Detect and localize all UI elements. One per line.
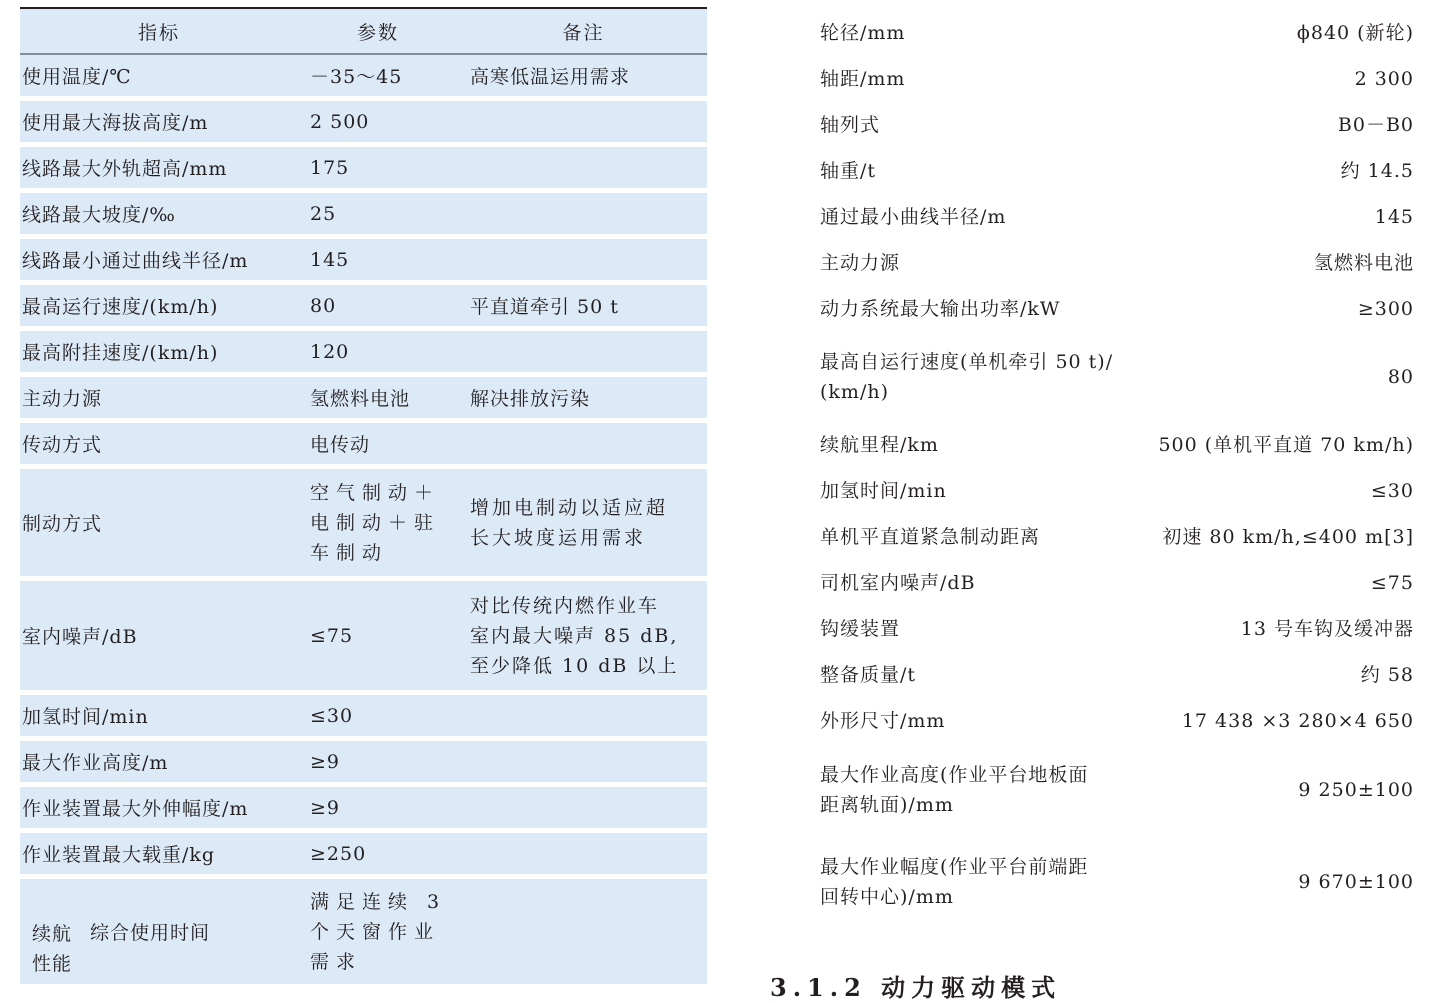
cell-param: 120 — [310, 340, 350, 363]
table-row — [820, 10, 1414, 56]
note-line: 至少降低 10 dB 以上 — [470, 654, 679, 677]
table-row — [20, 833, 707, 879]
table-row — [820, 652, 1414, 698]
row-key: 轴重/t — [820, 160, 877, 182]
key-line: 最大作业幅度(作业平台前端距 — [820, 856, 1089, 878]
cell-indicator: 最高附挂速度/(km/h) — [22, 342, 219, 364]
row-value: 145 — [1374, 206, 1414, 228]
cell-note — [470, 331, 707, 372]
note-line: 增加电制动以适应超 — [470, 496, 669, 519]
cell-indicator: 制动方式 — [22, 513, 103, 535]
cell-indicator: 室内噪声/dB — [22, 626, 138, 648]
cell-note — [470, 469, 707, 576]
cell-note — [470, 423, 707, 464]
table-row — [820, 744, 1414, 836]
row-value: ϕ840 (新轮) — [1296, 22, 1414, 44]
note-line: 室内最大噪声 85 dB, — [470, 624, 679, 647]
cell-indicator: 使用温度/℃ — [22, 66, 132, 88]
table-row — [20, 331, 707, 377]
table-row — [820, 102, 1414, 148]
row-value: 500 (单机平直道 70 km/h) — [1158, 434, 1414, 456]
note-line: 长大坡度运用需求 — [470, 526, 647, 549]
spec-table-left — [20, 7, 707, 989]
note-line: 对比传统内燃作业车 — [470, 594, 660, 617]
param-line: 个天窗作业 — [310, 920, 441, 943]
table-header-row — [20, 9, 707, 55]
cell-note — [470, 101, 707, 142]
row-key — [820, 852, 1160, 912]
row-key: 通过最小曲线半径/m — [820, 206, 1007, 228]
row-key: 外形尺寸/mm — [820, 710, 946, 732]
cell-param — [310, 469, 470, 576]
cell-indicator: 线路最大外轨超高/mm — [22, 158, 228, 180]
cell-indicator: 作业装置最大外伸幅度/m — [22, 798, 249, 820]
table-row — [20, 55, 707, 101]
row-value: ≥300 — [1357, 298, 1414, 320]
table-row — [20, 581, 707, 695]
table-row — [20, 285, 707, 331]
cell-indicator: 主动力源 — [22, 388, 103, 410]
cell-param: －35～45 — [310, 66, 403, 88]
row-key: 动力系统最大输出功率/kW — [820, 298, 1061, 320]
key-line: 最高自运行速度(单机牵引 50 t)/ — [820, 351, 1114, 373]
table-row — [820, 422, 1414, 468]
table-row — [820, 148, 1414, 194]
row-value: 氢燃料电池 — [1313, 252, 1414, 274]
group-line: 续航 — [32, 923, 73, 945]
table-row — [20, 741, 707, 787]
cell-param: ≥250 — [310, 842, 367, 865]
cell-note — [470, 741, 707, 782]
row-value: B0－B0 — [1337, 114, 1414, 136]
table-row — [820, 606, 1414, 652]
row-key — [820, 760, 1160, 820]
section-heading: 3.1.2 动力驱动模式 — [770, 973, 1062, 1002]
table-row — [20, 469, 707, 581]
row-value: 80 — [1387, 366, 1414, 388]
cell-indicator: 传动方式 — [22, 434, 103, 456]
row-value: 初速 80 km/h,≤400 m[3] — [1162, 526, 1414, 548]
row-value: 17 438 ×3 280×4 650 — [1181, 710, 1414, 732]
cell-note — [470, 239, 707, 280]
row-value: 9 670±100 — [1298, 871, 1414, 893]
table-row — [20, 193, 707, 239]
table-row — [820, 56, 1414, 102]
table-row — [20, 377, 707, 423]
cell-param: 电传动 — [310, 434, 371, 456]
table-row — [820, 836, 1414, 928]
cell-indicator: 使用最大海拔高度/m — [22, 112, 209, 134]
cell-param: 氢燃料电池 — [310, 388, 411, 410]
key-line: 距离轨面)/mm — [820, 794, 954, 816]
cell-indicator: 综合使用时间 — [90, 922, 211, 944]
param-line: 满足连续 3 — [310, 890, 447, 913]
table-row — [20, 101, 707, 147]
param-line: 空气制动＋ — [310, 481, 441, 504]
cell-indicator: 最高运行速度/(km/h) — [22, 296, 219, 318]
cell-note — [470, 833, 707, 874]
table-row — [820, 468, 1414, 514]
param-line: 需求 — [310, 950, 363, 973]
key-line: (km/h) — [820, 381, 889, 403]
row-key — [820, 347, 1160, 407]
table-row — [20, 879, 707, 989]
cell-note: 高寒低温运用需求 — [470, 66, 631, 88]
row-key: 轮径/mm — [820, 22, 906, 44]
cell-note: 平直道牵引 50 t — [470, 296, 619, 318]
header-indicator: 指标 — [137, 21, 180, 44]
table-row — [820, 514, 1414, 560]
cell-indicator: 最大作业高度/m — [22, 752, 169, 774]
cell-param: 145 — [310, 248, 350, 271]
cell-param — [310, 879, 470, 984]
group-line: 性能 — [32, 953, 73, 975]
cell-indicator: 加氢时间/min — [22, 706, 149, 728]
row-value: 9 250±100 — [1298, 779, 1414, 801]
table-row — [20, 147, 707, 193]
key-line: 最大作业高度(作业平台地板面 — [820, 764, 1089, 786]
row-key: 司机室内噪声/dB — [820, 572, 976, 594]
cell-note — [470, 787, 707, 828]
table-row — [20, 423, 707, 469]
table-row — [20, 787, 707, 833]
cell-note: 解决排放污染 — [470, 388, 591, 410]
row-value: 约 58 — [1360, 664, 1414, 686]
cell-group — [32, 919, 80, 979]
row-key: 整备质量/t — [820, 664, 917, 686]
row-value: 2 300 — [1354, 68, 1414, 90]
table-row — [820, 286, 1414, 332]
table-row — [820, 332, 1414, 422]
table-row — [20, 695, 707, 741]
row-key: 加氢时间/min — [820, 480, 947, 502]
table-row — [820, 698, 1414, 744]
cell-indicator: 线路最大坡度/‰ — [22, 204, 176, 226]
row-key: 续航里程/km — [820, 434, 939, 456]
table-row — [820, 560, 1414, 606]
row-key: 单机平直道紧急制动距离 — [820, 526, 1041, 548]
cell-indicator: 线路最小通过曲线半径/m — [22, 250, 249, 272]
header-param: 参数 — [356, 21, 399, 44]
row-key: 主动力源 — [820, 252, 901, 274]
header-note: 备注 — [562, 21, 605, 44]
cell-param: 175 — [310, 156, 350, 179]
cell-note — [470, 193, 707, 234]
cell-indicator: 作业装置最大载重/kg — [22, 844, 216, 866]
cell-param: ≤30 — [310, 704, 354, 727]
spec-table-right — [820, 10, 1414, 928]
cell-param: ≥9 — [310, 750, 341, 773]
row-value: 约 14.5 — [1340, 160, 1414, 182]
cell-param: 25 — [310, 202, 337, 225]
param-line: 电制动＋驻 — [310, 511, 441, 534]
cell-param: ≥9 — [310, 796, 341, 819]
cell-param: 2 500 — [310, 110, 370, 133]
key-line: 回转中心)/mm — [820, 886, 954, 908]
row-value: 13 号车钩及缓冲器 — [1240, 618, 1414, 640]
cell-note — [470, 695, 707, 736]
cell-note — [470, 147, 707, 188]
row-key: 轴距/mm — [820, 68, 906, 90]
row-value: ≤30 — [1370, 480, 1414, 502]
row-key: 钩缓装置 — [820, 618, 901, 640]
table-row — [820, 194, 1414, 240]
cell-param: 80 — [310, 294, 337, 317]
row-key: 轴列式 — [820, 114, 881, 136]
row-value: ≤75 — [1370, 572, 1414, 594]
cell-param: ≤75 — [310, 624, 354, 647]
param-line: 车制动 — [310, 541, 389, 564]
cell-note — [470, 879, 707, 984]
table-row — [820, 240, 1414, 286]
cell-note — [470, 581, 707, 690]
table-row — [20, 239, 707, 285]
